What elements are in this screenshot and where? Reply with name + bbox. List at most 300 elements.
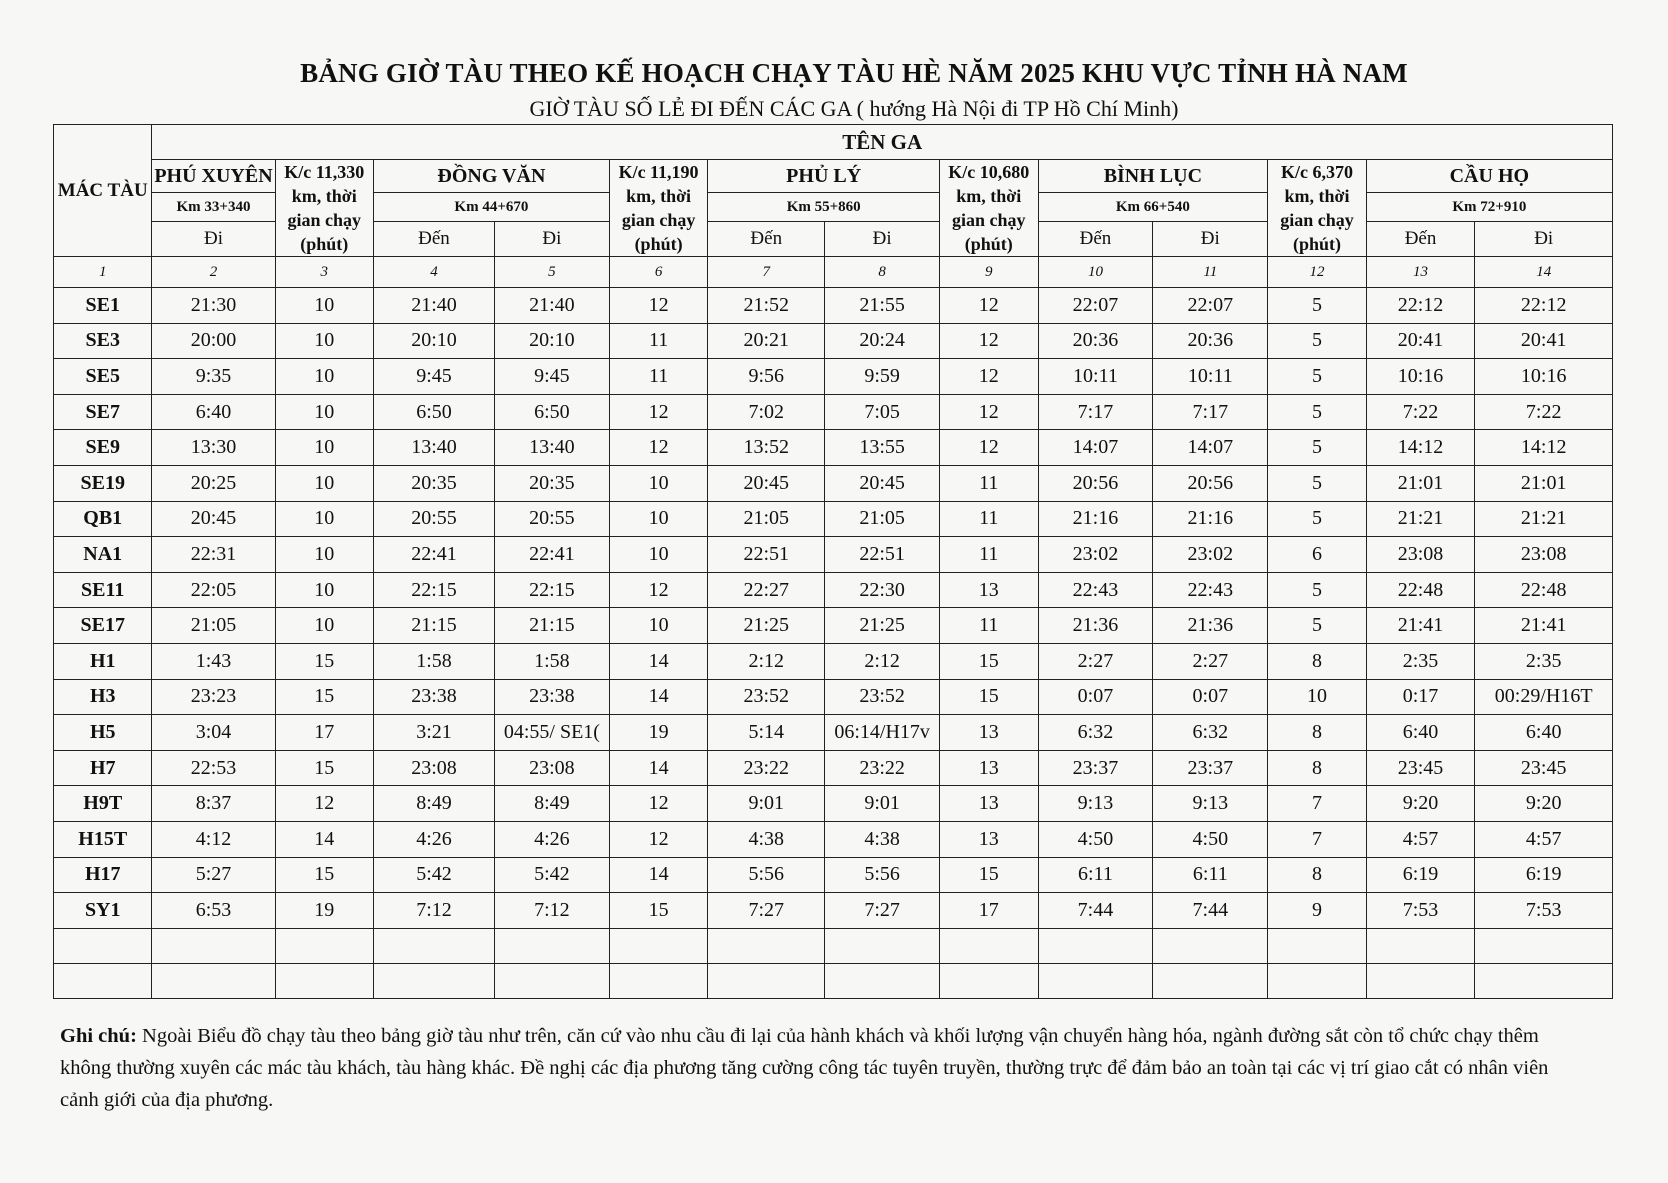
column-number: 7 <box>708 257 825 288</box>
table-cell: 14:07 <box>1038 430 1153 466</box>
table-row <box>54 821 1613 857</box>
table-cell: 9:45 <box>494 359 609 395</box>
table-cell: 4:12 <box>152 821 275 857</box>
table-cell: 6:32 <box>1038 715 1153 751</box>
table-cell: 23:22 <box>825 750 940 786</box>
table-cell: 23:52 <box>708 679 825 715</box>
table-cell: 20:25 <box>152 465 275 501</box>
station-name: CẦU HỌ <box>1366 160 1612 193</box>
table-cell: 10 <box>275 359 373 395</box>
table-cell: 12 <box>940 394 1038 430</box>
empty-cell <box>1153 963 1268 998</box>
table-cell: 6 <box>1268 537 1366 573</box>
table-cell: 21:36 <box>1038 608 1153 644</box>
table-cell: 21:41 <box>1475 608 1613 644</box>
empty-cell <box>940 963 1038 998</box>
table-cell: 6:40 <box>152 394 275 430</box>
table-cell: 13:40 <box>373 430 494 466</box>
table-cell: 22:51 <box>708 537 825 573</box>
table-cell: 22:41 <box>494 537 609 573</box>
table-cell: 10 <box>275 537 373 573</box>
table-cell: 5 <box>1268 572 1366 608</box>
table-cell: 04:55/ SE1( <box>494 715 609 751</box>
table-cell: 19 <box>275 893 373 929</box>
table-cell: 10 <box>275 430 373 466</box>
table-row <box>54 643 1613 679</box>
table-cell: 8:49 <box>373 786 494 822</box>
table-row <box>54 537 1613 573</box>
table-cell: 10 <box>275 501 373 537</box>
table-cell: 14 <box>609 643 707 679</box>
table-cell: 15 <box>940 857 1038 893</box>
train-code: SE19 <box>54 465 152 501</box>
table-cell: 13:55 <box>825 430 940 466</box>
table-cell: 13:30 <box>152 430 275 466</box>
table-cell: 12 <box>609 572 707 608</box>
table-cell: 23:08 <box>1366 537 1475 573</box>
table-cell: 22:30 <box>825 572 940 608</box>
table-cell: 22:41 <box>373 537 494 573</box>
table-cell: 23:22 <box>708 750 825 786</box>
train-code: QB1 <box>54 501 152 537</box>
table-cell: 9:13 <box>1153 786 1268 822</box>
train-code: SE11 <box>54 572 152 608</box>
header-di: Đi <box>1153 222 1268 257</box>
table-cell: 6:11 <box>1153 857 1268 893</box>
empty-cell <box>275 928 373 963</box>
table-cell: 23:37 <box>1153 750 1268 786</box>
train-code: H9T <box>54 786 152 822</box>
table-cell: 21:15 <box>494 608 609 644</box>
train-code: SE1 <box>54 288 152 324</box>
empty-cell <box>1475 963 1613 998</box>
table-cell: 13 <box>940 750 1038 786</box>
table-cell: 8 <box>1268 715 1366 751</box>
table-cell: 13:52 <box>708 430 825 466</box>
empty-cell <box>54 963 152 998</box>
header-den: Đến <box>373 222 494 257</box>
table-cell: 15 <box>940 643 1038 679</box>
table-cell: 15 <box>609 893 707 929</box>
train-code: H1 <box>54 643 152 679</box>
table-cell: 06:14/H17v <box>825 715 940 751</box>
table-cell: 10 <box>609 501 707 537</box>
table-cell: 5 <box>1268 323 1366 359</box>
empty-cell <box>609 963 707 998</box>
table-row <box>54 465 1613 501</box>
column-number: 2 <box>152 257 275 288</box>
empty-cell <box>1268 963 1366 998</box>
table-cell: 22:53 <box>152 750 275 786</box>
table-cell: 21:16 <box>1038 501 1153 537</box>
table-cell: 23:23 <box>152 679 275 715</box>
table-cell: 21:05 <box>708 501 825 537</box>
table-cell: 23:08 <box>494 750 609 786</box>
table-cell: 23:45 <box>1475 750 1613 786</box>
table-cell: 13:40 <box>494 430 609 466</box>
empty-cell <box>1153 928 1268 963</box>
table-cell: 20:00 <box>152 323 275 359</box>
train-code: H5 <box>54 715 152 751</box>
table-cell: 17 <box>275 715 373 751</box>
table-cell: 6:11 <box>1038 857 1153 893</box>
table-cell: 12 <box>609 430 707 466</box>
table-cell: 1:43 <box>152 643 275 679</box>
table-cell: 10 <box>275 394 373 430</box>
table-cell: 10 <box>275 465 373 501</box>
empty-cell <box>1366 963 1475 998</box>
table-cell: 23:37 <box>1038 750 1153 786</box>
table-cell: 12 <box>940 359 1038 395</box>
train-code: H7 <box>54 750 152 786</box>
column-number: 1 <box>54 257 152 288</box>
column-number: 13 <box>1366 257 1475 288</box>
empty-cell <box>275 963 373 998</box>
table-cell: 2:35 <box>1475 643 1613 679</box>
empty-row <box>54 928 1613 963</box>
table-cell: 20:10 <box>373 323 494 359</box>
table-cell: 10:11 <box>1038 359 1153 395</box>
table-cell: 7:22 <box>1475 394 1613 430</box>
table-cell: 20:55 <box>494 501 609 537</box>
table-cell: 11 <box>940 501 1038 537</box>
table-cell: 14:12 <box>1366 430 1475 466</box>
empty-cell <box>54 928 152 963</box>
table-cell: 20:41 <box>1475 323 1613 359</box>
table-cell: 21:40 <box>373 288 494 324</box>
table-row <box>54 572 1613 608</box>
table-cell: 6:40 <box>1366 715 1475 751</box>
table-cell: 21:40 <box>494 288 609 324</box>
footnote <box>60 1020 1580 1116</box>
station-km: Km 33+340 <box>152 193 275 222</box>
station-name: ĐỒNG VĂN <box>373 160 609 193</box>
train-code: SE5 <box>54 359 152 395</box>
table-cell: 9:13 <box>1038 786 1153 822</box>
table-cell: 6:40 <box>1475 715 1613 751</box>
table-row <box>54 359 1613 395</box>
header-mac-tau: MÁC TÀU <box>54 125 152 257</box>
column-number: 14 <box>1475 257 1613 288</box>
table-cell: 5 <box>1268 430 1366 466</box>
schedule-table <box>53 124 1613 999</box>
table-cell: 8 <box>1268 643 1366 679</box>
table-row <box>54 288 1613 324</box>
table-cell: 23:38 <box>373 679 494 715</box>
table-row <box>54 394 1613 430</box>
table-cell: 10 <box>609 537 707 573</box>
table-cell: 22:48 <box>1475 572 1613 608</box>
table-cell: 10:16 <box>1475 359 1613 395</box>
table-cell: 9:56 <box>708 359 825 395</box>
header-den: Đến <box>708 222 825 257</box>
table-cell: 0:17 <box>1366 679 1475 715</box>
table-cell: 4:57 <box>1366 821 1475 857</box>
table-cell: 15 <box>275 679 373 715</box>
table-cell: 10 <box>1268 679 1366 715</box>
table-cell: 12 <box>609 394 707 430</box>
table-cell: 9:35 <box>152 359 275 395</box>
table-cell: 3:04 <box>152 715 275 751</box>
table-cell: 21:21 <box>1475 501 1613 537</box>
empty-cell <box>1475 928 1613 963</box>
empty-cell <box>825 928 940 963</box>
table-cell: 11 <box>609 359 707 395</box>
table-cell: 21:41 <box>1366 608 1475 644</box>
table-row <box>54 857 1613 893</box>
table-cell: 7:22 <box>1366 394 1475 430</box>
table-cell: 5:27 <box>152 857 275 893</box>
table-cell: 7:44 <box>1153 893 1268 929</box>
table-cell: 6:50 <box>494 394 609 430</box>
table-cell: 23:45 <box>1366 750 1475 786</box>
table-cell: 12 <box>940 288 1038 324</box>
table-cell: 14:07 <box>1153 430 1268 466</box>
table-cell: 22:51 <box>825 537 940 573</box>
table-cell: 10 <box>275 572 373 608</box>
table-cell: 19 <box>609 715 707 751</box>
table-cell: 2:12 <box>708 643 825 679</box>
table-cell: 4:50 <box>1038 821 1153 857</box>
column-number: 12 <box>1268 257 1366 288</box>
table-cell: 0:07 <box>1153 679 1268 715</box>
table-cell: 9:45 <box>373 359 494 395</box>
table-cell: 7:27 <box>825 893 940 929</box>
table-cell: 12 <box>609 288 707 324</box>
table-cell: 4:26 <box>494 821 609 857</box>
table-cell: 7:05 <box>825 394 940 430</box>
station-name: BÌNH LỤC <box>1038 160 1268 193</box>
segment-distance-header: K/c 10,680 km, thời gian chạy (phút) <box>940 160 1038 257</box>
table-cell: 13 <box>940 715 1038 751</box>
table-cell: 12 <box>940 323 1038 359</box>
table-cell: 10:16 <box>1366 359 1475 395</box>
table-cell: 5:14 <box>708 715 825 751</box>
table-cell: 7:02 <box>708 394 825 430</box>
table-cell: 11 <box>940 608 1038 644</box>
empty-cell <box>609 928 707 963</box>
table-cell: 4:38 <box>708 821 825 857</box>
table-cell: 2:12 <box>825 643 940 679</box>
table-cell: 4:38 <box>825 821 940 857</box>
table-cell: 5:42 <box>373 857 494 893</box>
schedule-body <box>54 288 1613 999</box>
table-cell: 20:36 <box>1038 323 1153 359</box>
table-cell: 12 <box>940 430 1038 466</box>
empty-cell <box>940 928 1038 963</box>
table-cell: 22:12 <box>1475 288 1613 324</box>
table-cell: 6:19 <box>1366 857 1475 893</box>
table-cell: 23:52 <box>825 679 940 715</box>
table-cell: 3:21 <box>373 715 494 751</box>
table-cell: 15 <box>275 643 373 679</box>
table-row <box>54 430 1613 466</box>
station-km: Km 72+910 <box>1366 193 1612 222</box>
table-cell: 23:02 <box>1153 537 1268 573</box>
table-cell: 1:58 <box>494 643 609 679</box>
table-cell: 10 <box>275 323 373 359</box>
empty-cell <box>1038 963 1153 998</box>
column-number-row <box>54 257 1613 288</box>
column-number: 3 <box>275 257 373 288</box>
train-code: SE7 <box>54 394 152 430</box>
table-cell: 23:08 <box>1475 537 1613 573</box>
header-di: Đi <box>494 222 609 257</box>
column-number: 5 <box>494 257 609 288</box>
page-title: BẢNG GIỜ TÀU THEO KẾ HOẠCH CHẠY TÀU HÈ NĂM 2025 KHU VỰC TỈNH HÀ NAM <box>300 58 1408 88</box>
table-cell: 9:59 <box>825 359 940 395</box>
segment-distance-header: K/c 6,370 km, thời gian chạy (phút) <box>1268 160 1366 257</box>
table-cell: 21:01 <box>1366 465 1475 501</box>
table-row <box>54 323 1613 359</box>
train-code: SE9 <box>54 430 152 466</box>
table-cell: 2:35 <box>1366 643 1475 679</box>
table-cell: 5 <box>1268 288 1366 324</box>
empty-cell <box>708 963 825 998</box>
column-number: 6 <box>609 257 707 288</box>
empty-cell <box>373 963 494 998</box>
empty-cell <box>494 963 609 998</box>
table-cell: 20:56 <box>1153 465 1268 501</box>
table-cell: 6:19 <box>1475 857 1613 893</box>
header-di: Đi <box>152 222 275 257</box>
footnote-text: Ngoài Biểu đồ chạy tàu theo bảng giờ tàu như trên, căn cứ vào nhu cầu đi lại của hành khách và khối lượng vận chuyển hàng hóa, ngành đường sắt còn tổ chức chạy thêm không thường xuyên các mác tàu khách, tàu hàng khác. Đề nghị các địa phương tăng cường công tác tuyên truyền, thường trực để đảm bảo an toàn tại các vị trí giao cắt có nhân viên cảnh giới của địa phương. <box>60 1025 1549 1111</box>
station-km: Km 66+540 <box>1038 193 1268 222</box>
empty-row <box>54 963 1613 998</box>
table-cell: 21:25 <box>708 608 825 644</box>
table-row <box>54 750 1613 786</box>
table-cell: 21:25 <box>825 608 940 644</box>
table-cell: 9:01 <box>825 786 940 822</box>
table-cell: 22:07 <box>1153 288 1268 324</box>
table-cell: 12 <box>609 821 707 857</box>
page-subtitle: GIỜ TÀU SỐ LẺ ĐI ĐẾN CÁC GA ( hướng Hà Nội đi TP Hồ Chí Minh) <box>529 96 1179 121</box>
table-cell: 20:45 <box>708 465 825 501</box>
station-name: PHỦ LÝ <box>708 160 940 193</box>
table-cell: 4:26 <box>373 821 494 857</box>
empty-cell <box>1038 928 1153 963</box>
table-cell: 14 <box>609 679 707 715</box>
table-cell: 7:12 <box>373 893 494 929</box>
empty-cell <box>373 928 494 963</box>
column-number: 10 <box>1038 257 1153 288</box>
table-cell: 21:55 <box>825 288 940 324</box>
table-cell: 5 <box>1268 608 1366 644</box>
table-cell: 14:12 <box>1475 430 1613 466</box>
table-cell: 22:43 <box>1153 572 1268 608</box>
table-cell: 14 <box>609 750 707 786</box>
table-cell: 13 <box>940 786 1038 822</box>
column-number: 8 <box>825 257 940 288</box>
table-cell: 9 <box>1268 893 1366 929</box>
column-number: 4 <box>373 257 494 288</box>
header-den: Đến <box>1038 222 1153 257</box>
table-row <box>54 893 1613 929</box>
empty-cell <box>152 928 275 963</box>
table-cell: 5 <box>1268 359 1366 395</box>
table-cell: 14 <box>609 857 707 893</box>
table-cell: 7:17 <box>1153 394 1268 430</box>
table-cell: 7:53 <box>1366 893 1475 929</box>
table-cell: 22:48 <box>1366 572 1475 608</box>
empty-cell <box>494 928 609 963</box>
table-cell: 23:08 <box>373 750 494 786</box>
table-cell: 6:53 <box>152 893 275 929</box>
table-cell: 22:07 <box>1038 288 1153 324</box>
table-row <box>54 715 1613 751</box>
station-name: PHÚ XUYÊN <box>152 160 275 193</box>
table-cell: 7 <box>1268 786 1366 822</box>
table-cell: 12 <box>609 786 707 822</box>
empty-cell <box>1366 928 1475 963</box>
table-cell: 6:32 <box>1153 715 1268 751</box>
table-cell: 21:21 <box>1366 501 1475 537</box>
table-cell: 12 <box>275 786 373 822</box>
train-code: SE17 <box>54 608 152 644</box>
table-cell: 8:49 <box>494 786 609 822</box>
table-cell: 23:02 <box>1038 537 1153 573</box>
table-cell: 8:37 <box>152 786 275 822</box>
table-row <box>54 608 1613 644</box>
table-cell: 13 <box>940 572 1038 608</box>
table-cell: 10 <box>609 465 707 501</box>
empty-cell <box>708 928 825 963</box>
train-code: NA1 <box>54 537 152 573</box>
table-cell: 20:56 <box>1038 465 1153 501</box>
table-cell: 2:27 <box>1153 643 1268 679</box>
table-cell: 21:16 <box>1153 501 1268 537</box>
table-cell: 22:31 <box>152 537 275 573</box>
table-cell: 21:05 <box>152 608 275 644</box>
table-cell: 10 <box>275 608 373 644</box>
column-number: 9 <box>940 257 1038 288</box>
table-cell: 22:27 <box>708 572 825 608</box>
table-cell: 23:38 <box>494 679 609 715</box>
table-cell: 8 <box>1268 750 1366 786</box>
table-cell: 20:36 <box>1153 323 1268 359</box>
table-cell: 13 <box>940 821 1038 857</box>
table-cell: 10 <box>609 608 707 644</box>
table-cell: 20:45 <box>825 465 940 501</box>
header-di: Đi <box>825 222 940 257</box>
train-code: H3 <box>54 679 152 715</box>
table-cell: 9:01 <box>708 786 825 822</box>
table-cell: 11 <box>940 537 1038 573</box>
table-cell: 20:10 <box>494 323 609 359</box>
table-cell: 5 <box>1268 501 1366 537</box>
table-cell: 22:12 <box>1366 288 1475 324</box>
table-cell: 21:36 <box>1153 608 1268 644</box>
table-cell: 21:30 <box>152 288 275 324</box>
column-number: 11 <box>1153 257 1268 288</box>
train-code: H17 <box>54 857 152 893</box>
table-cell: 7:27 <box>708 893 825 929</box>
table-cell: 20:24 <box>825 323 940 359</box>
table-cell: 22:15 <box>494 572 609 608</box>
header-ten-ga: TÊN GA <box>152 125 1613 160</box>
table-cell: 14 <box>275 821 373 857</box>
table-cell: 9:20 <box>1366 786 1475 822</box>
table-cell: 10 <box>275 288 373 324</box>
footnote-label: Ghi chú: <box>60 1025 137 1047</box>
table-cell: 17 <box>940 893 1038 929</box>
table-row <box>54 679 1613 715</box>
header-den: Đến <box>1366 222 1475 257</box>
train-code: SY1 <box>54 893 152 929</box>
table-cell: 15 <box>275 857 373 893</box>
table-cell: 0:07 <box>1038 679 1153 715</box>
table-cell: 20:35 <box>494 465 609 501</box>
